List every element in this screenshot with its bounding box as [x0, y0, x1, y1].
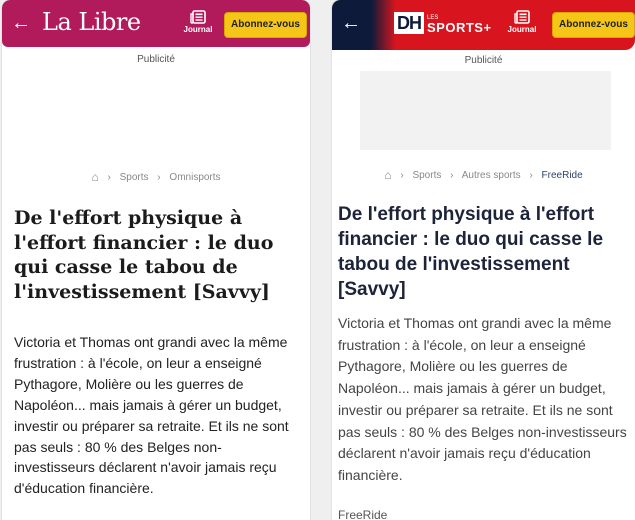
journal-button[interactable]: [502, 10, 542, 34]
chevron-right-icon: ›: [107, 172, 111, 183]
journal-label: Journal: [183, 25, 213, 34]
dh-screen: [332, 0, 635, 520]
dh-logo-sports: LES SPORTS+: [427, 15, 492, 35]
back-arrow-icon[interactable]: ←: [11, 12, 31, 34]
journal-icon: [190, 10, 206, 24]
section-label-partial: FreeRide: [338, 508, 388, 520]
breadcrumb-item-freeride[interactable]: FreeRide: [541, 170, 583, 181]
article-title: De l'effort physique à l'effort financier : le duo qui casse le tabou de l'investissement [Savvy]: [14, 207, 274, 303]
home-icon[interactable]: ⌂: [384, 168, 392, 182]
breadcrumb-item-autres-sports[interactable]: Autres sports: [461, 170, 521, 181]
dh-logo[interactable]: [394, 12, 492, 34]
subscribe-button[interactable]: Abonnez-vous: [552, 12, 635, 38]
article-lead: Victoria et Thomas ont grandi avec la même frustration : à l'école, on leur a enseigné Pythagore, Molière ou les guerres de Napoléon... mais jamais à gérer un budget, investir ou préparer sa retraite. Et ils ne sont pas seuls : 80 % des Belges non-investisseurs déclarent n'avoir jamais reçu d'éducation financière.: [338, 315, 627, 483]
chevron-right-icon: ›: [529, 170, 533, 181]
chevron-right-icon: ›: [450, 170, 454, 181]
breadcrumb-item-omnisports[interactable]: Omnisports: [169, 172, 221, 183]
lalibre-screen: [2, 0, 310, 520]
home-icon[interactable]: ⌂: [91, 170, 99, 184]
ad-placeholder[interactable]: [360, 71, 611, 150]
breadcrumb-item-sports[interactable]: Sports: [119, 172, 149, 183]
ad-label: Publicité: [464, 55, 503, 66]
journal-icon: [514, 10, 530, 24]
chevron-right-icon: ›: [157, 172, 161, 183]
chevron-right-icon: ›: [400, 170, 404, 181]
ad-label: Publicité: [137, 54, 175, 65]
breadcrumb: [2, 170, 310, 184]
article-lead: Victoria et Thomas ont grandi avec la même frustration : à l'école, on leur a enseigné Pythagore, Molière ou les guerres de Napoléon... mais jamais à gérer un budget, investir ou préparer sa retraite. Et ils ne sont pas seuls : 80 % des Belges non-investisseurs déclarent n'avoir jamais reçu d'éducation financière.: [14, 334, 289, 497]
lalibre-header: [2, 0, 310, 47]
breadcrumb-item-sports[interactable]: Sports: [412, 170, 442, 181]
back-arrow-icon[interactable]: ←: [341, 12, 361, 34]
breadcrumb: [332, 168, 635, 182]
article-title: De l'effort physique à l'effort financier : le duo qui casse le tabou de l'investissement [Savvy]: [338, 204, 604, 300]
dh-logo-mark: DH: [394, 12, 424, 34]
journal-button[interactable]: [178, 10, 218, 34]
journal-label: Journal: [507, 25, 537, 34]
lalibre-logo[interactable]: La Libre: [42, 8, 141, 36]
dh-header: [332, 0, 635, 50]
subscribe-button[interactable]: Abonnez-vous: [224, 12, 307, 38]
